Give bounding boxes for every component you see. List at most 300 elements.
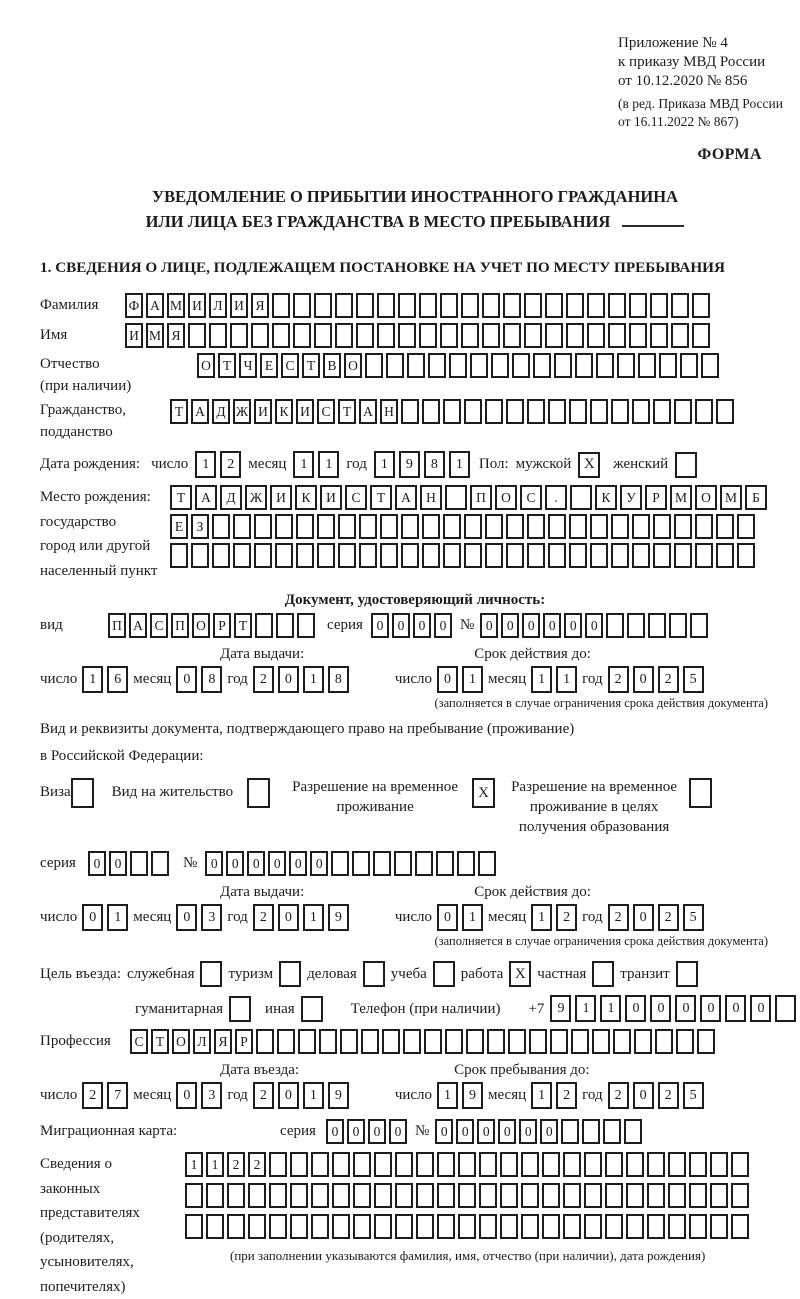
char-box[interactable]: 0 [543, 613, 561, 638]
char-box[interactable] [374, 1214, 392, 1239]
char-box[interactable]: 0 [564, 613, 582, 638]
char-box[interactable]: 2 [82, 1082, 103, 1109]
char-box[interactable]: 2 [248, 1152, 266, 1177]
char-box[interactable] [584, 1214, 602, 1239]
char-box[interactable] [331, 851, 349, 876]
char-box[interactable]: З [191, 514, 209, 539]
char-box[interactable] [668, 1214, 686, 1239]
char-box[interactable] [248, 1214, 266, 1239]
char-box[interactable] [737, 514, 755, 539]
char-box[interactable] [269, 1214, 287, 1239]
checkbox-other[interactable] [301, 996, 323, 1022]
char-box[interactable] [230, 323, 248, 348]
char-box[interactable] [130, 851, 148, 876]
char-box[interactable] [332, 1152, 350, 1177]
char-box[interactable] [338, 514, 356, 539]
char-box[interactable]: И [125, 323, 143, 348]
char-box[interactable] [582, 1119, 600, 1144]
char-box[interactable]: 2 [608, 666, 629, 693]
char-box[interactable] [626, 1152, 644, 1177]
char-box[interactable] [401, 543, 419, 568]
char-box[interactable] [296, 514, 314, 539]
char-box[interactable]: 0 [633, 666, 654, 693]
char-box[interactable]: 3 [201, 904, 222, 931]
char-box[interactable] [422, 399, 440, 424]
char-box[interactable] [401, 514, 419, 539]
char-box[interactable] [377, 323, 395, 348]
char-box[interactable]: Т [302, 353, 320, 378]
char-box[interactable]: О [344, 353, 362, 378]
char-box[interactable] [311, 1183, 329, 1208]
char-box[interactable]: И [254, 399, 272, 424]
char-box[interactable] [212, 543, 230, 568]
char-box[interactable] [335, 293, 353, 318]
char-box[interactable]: 2 [556, 1082, 577, 1109]
checkbox-study[interactable] [433, 961, 455, 987]
char-box[interactable] [437, 1214, 455, 1239]
char-box[interactable] [254, 543, 272, 568]
char-box[interactable] [613, 1029, 631, 1054]
char-box[interactable]: 0 [347, 1119, 365, 1144]
char-box[interactable]: 1 [293, 451, 314, 478]
char-box[interactable] [648, 613, 666, 638]
char-box[interactable] [605, 1183, 623, 1208]
char-box[interactable] [491, 353, 509, 378]
char-box[interactable] [710, 1214, 728, 1239]
char-box[interactable] [416, 1183, 434, 1208]
char-box[interactable] [545, 323, 563, 348]
char-box[interactable] [394, 851, 412, 876]
char-box[interactable]: 0 [278, 1082, 299, 1109]
char-box[interactable]: 9 [399, 451, 420, 478]
char-box[interactable] [407, 353, 425, 378]
char-box[interactable] [632, 543, 650, 568]
char-box[interactable] [512, 353, 530, 378]
char-box[interactable]: 2 [608, 1082, 629, 1109]
char-box[interactable]: М [720, 485, 742, 510]
char-box[interactable]: Р [213, 613, 231, 638]
char-box[interactable] [500, 1183, 518, 1208]
char-box[interactable] [458, 1183, 476, 1208]
char-box[interactable] [561, 1119, 579, 1144]
char-box[interactable]: 1 [82, 666, 103, 693]
char-box[interactable]: 5 [683, 904, 704, 931]
char-box[interactable] [374, 1152, 392, 1177]
char-box[interactable]: Т [370, 485, 392, 510]
char-box[interactable]: 0 [585, 613, 603, 638]
char-box[interactable]: 0 [501, 613, 519, 638]
char-box[interactable] [710, 1183, 728, 1208]
char-box[interactable]: И [188, 293, 206, 318]
char-box[interactable] [191, 543, 209, 568]
char-box[interactable] [311, 1152, 329, 1177]
char-box[interactable]: И [270, 485, 292, 510]
char-box[interactable] [716, 543, 734, 568]
char-box[interactable] [449, 353, 467, 378]
char-box[interactable] [445, 1029, 463, 1054]
char-box[interactable]: 5 [683, 1082, 704, 1109]
char-box[interactable] [606, 613, 624, 638]
char-box[interactable] [298, 1029, 316, 1054]
char-box[interactable]: Т [234, 613, 252, 638]
char-box[interactable]: 1 [575, 995, 596, 1022]
char-box[interactable]: О [695, 485, 717, 510]
char-box[interactable] [416, 1152, 434, 1177]
char-box[interactable]: 1 [185, 1152, 203, 1177]
char-box[interactable] [233, 514, 251, 539]
char-box[interactable]: 0 [226, 851, 244, 876]
char-box[interactable]: 2 [253, 904, 274, 931]
checkbox-visa[interactable] [71, 778, 94, 808]
char-box[interactable] [653, 543, 671, 568]
char-box[interactable] [485, 399, 503, 424]
char-box[interactable]: 1 [303, 666, 324, 693]
checkbox-temp-residence[interactable]: X [472, 778, 495, 808]
char-box[interactable] [521, 1152, 539, 1177]
char-box[interactable] [521, 1183, 539, 1208]
char-box[interactable]: 7 [107, 1082, 128, 1109]
char-box[interactable]: 1 [374, 451, 395, 478]
char-box[interactable] [584, 1183, 602, 1208]
char-box[interactable]: 0 [268, 851, 286, 876]
char-box[interactable]: С [130, 1029, 148, 1054]
char-box[interactable]: О [495, 485, 517, 510]
char-box[interactable]: 0 [205, 851, 223, 876]
char-box[interactable]: Ч [239, 353, 257, 378]
char-box[interactable]: К [595, 485, 617, 510]
char-box[interactable] [487, 1029, 505, 1054]
char-box[interactable]: 8 [201, 666, 222, 693]
char-box[interactable]: Р [645, 485, 667, 510]
checkbox-male[interactable]: X [578, 452, 600, 478]
char-box[interactable]: Б [745, 485, 767, 510]
char-box[interactable] [403, 1029, 421, 1054]
char-box[interactable]: 0 [633, 904, 654, 931]
char-box[interactable] [233, 543, 251, 568]
char-box[interactable] [356, 323, 374, 348]
char-box[interactable]: П [171, 613, 189, 638]
char-box[interactable]: Я [214, 1029, 232, 1054]
char-box[interactable]: А [195, 485, 217, 510]
char-box[interactable] [353, 1152, 371, 1177]
char-box[interactable] [632, 514, 650, 539]
char-box[interactable] [185, 1214, 203, 1239]
char-box[interactable] [590, 399, 608, 424]
char-box[interactable] [424, 1029, 442, 1054]
char-box[interactable] [443, 399, 461, 424]
char-box[interactable]: 1 [531, 904, 552, 931]
char-box[interactable] [689, 1183, 707, 1208]
char-box[interactable]: 0 [725, 995, 746, 1022]
char-box[interactable] [697, 1029, 715, 1054]
char-box[interactable] [272, 323, 290, 348]
char-box[interactable]: И [230, 293, 248, 318]
char-box[interactable] [650, 323, 668, 348]
char-box[interactable] [457, 851, 475, 876]
char-box[interactable]: А [395, 485, 417, 510]
char-box[interactable] [669, 613, 687, 638]
char-box[interactable]: 1 [556, 666, 577, 693]
char-box[interactable] [395, 1152, 413, 1177]
char-box[interactable] [617, 353, 635, 378]
char-box[interactable] [269, 1183, 287, 1208]
char-box[interactable] [506, 399, 524, 424]
char-box[interactable] [340, 1029, 358, 1054]
char-box[interactable] [437, 1183, 455, 1208]
char-box[interactable] [634, 1029, 652, 1054]
char-box[interactable] [571, 1029, 589, 1054]
char-box[interactable]: О [197, 353, 215, 378]
char-box[interactable] [647, 1214, 665, 1239]
char-box[interactable] [569, 399, 587, 424]
char-box[interactable]: 0 [88, 851, 106, 876]
char-box[interactable]: 0 [247, 851, 265, 876]
char-box[interactable] [548, 543, 566, 568]
char-box[interactable] [570, 485, 592, 510]
char-box[interactable] [416, 1214, 434, 1239]
char-box[interactable] [314, 293, 332, 318]
char-box[interactable]: Т [151, 1029, 169, 1054]
char-box[interactable] [319, 1029, 337, 1054]
char-box[interactable] [293, 323, 311, 348]
char-box[interactable] [185, 1183, 203, 1208]
char-box[interactable] [695, 399, 713, 424]
char-box[interactable]: С [150, 613, 168, 638]
char-box[interactable]: 0 [278, 666, 299, 693]
char-box[interactable]: 8 [328, 666, 349, 693]
char-box[interactable]: 0 [310, 851, 328, 876]
char-box[interactable] [206, 1214, 224, 1239]
char-box[interactable]: Я [167, 323, 185, 348]
char-box[interactable]: 1 [462, 666, 483, 693]
char-box[interactable]: Т [218, 353, 236, 378]
char-box[interactable]: 1 [303, 1082, 324, 1109]
char-box[interactable] [590, 514, 608, 539]
char-box[interactable] [548, 514, 566, 539]
char-box[interactable]: 9 [550, 995, 571, 1022]
char-box[interactable] [584, 1152, 602, 1177]
char-box[interactable] [701, 353, 719, 378]
char-box[interactable] [647, 1183, 665, 1208]
char-box[interactable] [461, 323, 479, 348]
char-box[interactable]: 6 [107, 666, 128, 693]
char-box[interactable] [373, 851, 391, 876]
char-box[interactable] [353, 1183, 371, 1208]
char-box[interactable] [659, 353, 677, 378]
char-box[interactable] [380, 514, 398, 539]
char-box[interactable] [632, 399, 650, 424]
char-box[interactable]: 9 [328, 904, 349, 931]
char-box[interactable] [542, 1183, 560, 1208]
char-box[interactable] [464, 514, 482, 539]
char-box[interactable]: 1 [303, 904, 324, 931]
char-box[interactable] [626, 1183, 644, 1208]
char-box[interactable] [575, 353, 593, 378]
char-box[interactable]: Ф [125, 293, 143, 318]
checkbox-residence-permit[interactable] [247, 778, 270, 808]
char-box[interactable]: П [108, 613, 126, 638]
char-box[interactable] [569, 543, 587, 568]
char-box[interactable] [653, 399, 671, 424]
char-box[interactable] [503, 293, 521, 318]
char-box[interactable] [692, 323, 710, 348]
char-box[interactable] [527, 543, 545, 568]
char-box[interactable]: 0 [540, 1119, 558, 1144]
char-box[interactable] [731, 1152, 749, 1177]
char-box[interactable] [524, 323, 542, 348]
char-box[interactable]: 0 [82, 904, 103, 931]
char-box[interactable]: А [359, 399, 377, 424]
char-box[interactable]: Д [212, 399, 230, 424]
char-box[interactable] [419, 323, 437, 348]
char-box[interactable]: О [192, 613, 210, 638]
char-box[interactable]: 1 [600, 995, 621, 1022]
char-box[interactable] [506, 514, 524, 539]
char-box[interactable] [627, 613, 645, 638]
char-box[interactable] [277, 1029, 295, 1054]
char-box[interactable]: 0 [456, 1119, 474, 1144]
char-box[interactable] [605, 1214, 623, 1239]
char-box[interactable]: С [317, 399, 335, 424]
char-box[interactable] [272, 293, 290, 318]
char-box[interactable]: У [620, 485, 642, 510]
char-box[interactable] [563, 1214, 581, 1239]
char-box[interactable] [596, 353, 614, 378]
char-box[interactable] [647, 1152, 665, 1177]
char-box[interactable]: 0 [522, 613, 540, 638]
char-box[interactable]: К [295, 485, 317, 510]
char-box[interactable]: 0 [437, 666, 458, 693]
char-box[interactable] [650, 293, 668, 318]
char-box[interactable]: 5 [683, 666, 704, 693]
char-box[interactable] [638, 353, 656, 378]
char-box[interactable]: 0 [625, 995, 646, 1022]
char-box[interactable] [276, 613, 294, 638]
char-box[interactable]: И [296, 399, 314, 424]
char-box[interactable] [422, 543, 440, 568]
char-box[interactable]: П [470, 485, 492, 510]
char-box[interactable]: О [172, 1029, 190, 1054]
char-box[interactable] [608, 323, 626, 348]
char-box[interactable] [361, 1029, 379, 1054]
checkbox-female[interactable] [675, 452, 697, 478]
char-box[interactable]: 2 [608, 904, 629, 931]
char-box[interactable]: 0 [176, 666, 197, 693]
char-box[interactable] [338, 543, 356, 568]
char-box[interactable]: 2 [658, 666, 679, 693]
char-box[interactable]: С [520, 485, 542, 510]
char-box[interactable]: 0 [389, 1119, 407, 1144]
char-box[interactable]: 2 [227, 1152, 245, 1177]
char-box[interactable]: 1 [437, 1082, 458, 1109]
char-box[interactable] [275, 543, 293, 568]
char-box[interactable] [458, 1214, 476, 1239]
char-box[interactable]: 2 [658, 904, 679, 931]
char-box[interactable] [503, 323, 521, 348]
char-box[interactable] [626, 1214, 644, 1239]
char-box[interactable] [466, 1029, 484, 1054]
char-box[interactable]: Н [380, 399, 398, 424]
char-box[interactable] [737, 543, 755, 568]
checkbox-humanitarian[interactable] [229, 996, 251, 1022]
char-box[interactable] [529, 1029, 547, 1054]
char-box[interactable] [443, 543, 461, 568]
char-box[interactable] [671, 293, 689, 318]
char-box[interactable] [674, 399, 692, 424]
char-box[interactable] [170, 543, 188, 568]
char-box[interactable]: 9 [328, 1082, 349, 1109]
char-box[interactable]: В [323, 353, 341, 378]
char-box[interactable]: Ж [245, 485, 267, 510]
char-box[interactable] [653, 514, 671, 539]
char-box[interactable] [290, 1214, 308, 1239]
char-box[interactable] [566, 323, 584, 348]
char-box[interactable]: 0 [435, 1119, 453, 1144]
char-box[interactable] [386, 353, 404, 378]
char-box[interactable] [587, 323, 605, 348]
char-box[interactable] [415, 851, 433, 876]
char-box[interactable] [485, 514, 503, 539]
char-box[interactable]: 0 [750, 995, 771, 1022]
char-box[interactable] [464, 399, 482, 424]
char-box[interactable] [359, 514, 377, 539]
char-box[interactable]: Л [193, 1029, 211, 1054]
char-box[interactable]: 8 [424, 451, 445, 478]
char-box[interactable] [689, 1214, 707, 1239]
char-box[interactable] [482, 323, 500, 348]
char-box[interactable]: 0 [413, 613, 431, 638]
char-box[interactable] [629, 323, 647, 348]
char-box[interactable]: 0 [176, 904, 197, 931]
char-box[interactable] [695, 514, 713, 539]
char-box[interactable]: 2 [556, 904, 577, 931]
char-box[interactable] [545, 293, 563, 318]
char-box[interactable] [443, 514, 461, 539]
char-box[interactable]: 2 [220, 451, 241, 478]
char-box[interactable]: Д [220, 485, 242, 510]
char-box[interactable] [590, 543, 608, 568]
char-box[interactable]: 0 [289, 851, 307, 876]
char-box[interactable]: 2 [253, 666, 274, 693]
char-box[interactable]: Я [251, 293, 269, 318]
char-box[interactable] [254, 514, 272, 539]
char-box[interactable]: 0 [371, 613, 389, 638]
char-box[interactable] [398, 323, 416, 348]
char-box[interactable] [401, 399, 419, 424]
char-box[interactable] [440, 293, 458, 318]
char-box[interactable] [317, 514, 335, 539]
char-box[interactable]: 0 [278, 904, 299, 931]
char-box[interactable] [398, 293, 416, 318]
char-box[interactable] [479, 1152, 497, 1177]
char-box[interactable] [521, 1214, 539, 1239]
char-box[interactable]: 0 [477, 1119, 495, 1144]
char-box[interactable] [470, 353, 488, 378]
char-box[interactable] [611, 399, 629, 424]
char-box[interactable] [548, 399, 566, 424]
char-box[interactable]: 2 [658, 1082, 679, 1109]
char-box[interactable] [716, 399, 734, 424]
char-box[interactable]: М [670, 485, 692, 510]
char-box[interactable]: 0 [392, 613, 410, 638]
char-box[interactable]: С [281, 353, 299, 378]
char-box[interactable] [506, 543, 524, 568]
char-box[interactable]: 0 [437, 904, 458, 931]
char-box[interactable] [611, 543, 629, 568]
char-box[interactable] [188, 323, 206, 348]
char-box[interactable]: А [146, 293, 164, 318]
char-box[interactable]: 1 [318, 451, 339, 478]
